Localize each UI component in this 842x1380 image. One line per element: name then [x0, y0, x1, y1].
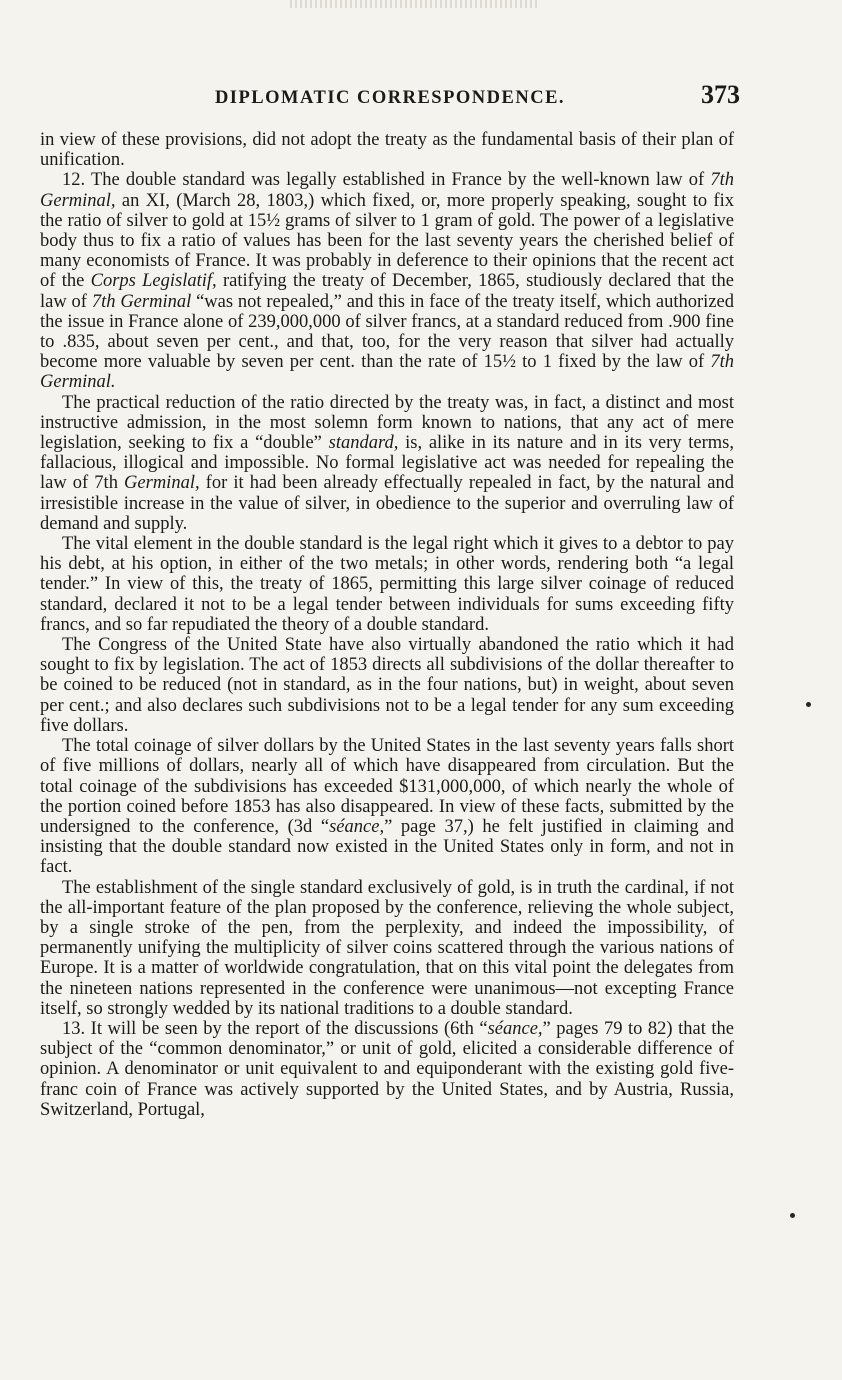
- italic-text: séance,: [329, 816, 385, 837]
- margin-mark: [790, 1213, 795, 1218]
- paragraph: [40, 635, 734, 736]
- body-text: [40, 130, 734, 1120]
- paragraph: [40, 1019, 734, 1120]
- text-run: ” pages 79 to 82) that the subject of the “common denominator,” or unit of gold, elicited a considerable difference of opinion. A denominator or unit equivalent to and equiponderant with the existing gold five-franc coin of France was actively supported by the United States, and by Austria, Russia, Switzerland, Portugal,: [40, 1018, 734, 1120]
- paragraph: [40, 130, 734, 170]
- text-run: in view of these provisions, did not adopt the treaty as the fundamental basis of their plan of unification.: [40, 130, 734, 171]
- text-run: The vital element in the double standard is the legal right which it gives to a debtor to pay his debt, at his option, in either of the two metals; in other words, rendering both “a legal tender.” In view of this, the treaty of 1865, permitting this large silver coinage of reduced standard, declared it not to be a legal tender between individuals for sums exceeding fifty francs, and so far repudiated the theory of a double standard.: [40, 534, 734, 635]
- text-run: The practical reduction of the ratio directed by the treaty was, in fact, a distinct and most instructive admission, in the most solemn form known to nations, that any act of mere legislation, seeking to fix a “double”: [40, 392, 734, 454]
- text-run: is, alike in its nature and in its very terms, fallacious, illogical and impossible. No formal legislative act was needed for repealing the law of 7th: [40, 433, 735, 494]
- paragraph: [40, 878, 734, 1019]
- text-run: The total coinage of silver dollars by the United States in the last seventy years falls short of five millions of dollars, nearly all of which have disappeared from circulation. But the total coinage of the subdivisions has exceeded $131,000,000, of which nearly the whole of the portion coined before 1853 has also disappeared. In view of these facts, submitted by the undersigned to the conference, (3d “: [40, 736, 734, 837]
- text-run: ” page 37,) he felt justified in claiming and insisting that the double standard now existed in the United States only in form, and not in fact.: [40, 816, 734, 878]
- italic-text: 7th Germinal.: [40, 352, 734, 393]
- paragraph: [40, 393, 734, 534]
- text-run: The Congress of the United State have also virtually abandoned the ratio which it had sought to fix by legislation. The act of 1853 directs all subdivisions of the dollar thereafter to be coined to be reduced (not in standard, as in the four nations, but) in weight, about seven per cent.; and also declares such subdivisions not to be a legal tender for any sum exceeding five dollars.: [40, 635, 734, 736]
- text-run: for it had been already effectually repealed in fact, by the natural and irresistible increase in the value of silver, in obedience to the superior and overruling law of demand and supply.: [40, 473, 735, 534]
- running-title: DIPLOMATIC CORRESPONDENCE.: [214, 88, 566, 108]
- italic-text: Corps Legislatif,: [90, 271, 217, 292]
- margin-mark: [806, 702, 811, 707]
- paragraph: [40, 736, 734, 877]
- paragraph: [40, 170, 734, 392]
- paragraph: [40, 534, 734, 635]
- italic-text: standard,: [328, 433, 399, 454]
- text-run: an XI, (March 28, 1803,) which fixed, or, more properly speaking, sought to fix the ratio of silver to gold at 15½ grams of silver to 1 gram of gold. The power of a legislative body thus to fix a ratio of values has been for the last seventy years the cherished belief of many economists of France. It was probably in deference to their opinions that the recent act of the: [40, 190, 734, 292]
- italic-text: 7th Germinal,: [40, 170, 734, 211]
- text-run: The establishment of the single standard exclusively of gold, is in truth the cardinal, if not the all-important feature of the plan proposed by the conference, relieving the whole subject, by a single stroke of the pen, from the perplexity, and indeed the impossibility, of permanently unifying the multiplicity of silver coins scattered through the various nations of Europe. It is a matter of worldwide congratulation, that on this vital point the delegates from the nineteen nations represented in the conference were unanimous—not excepting France itself, so strongly wedded by its national traditions to a double standard.: [40, 877, 734, 1019]
- page-number: 373: [701, 80, 740, 109]
- page-header: [40, 80, 740, 116]
- text-run: “was not repealed,” and this in face of the treaty itself, which authorized the issue in France alone of 239,000,000 of silver francs, at a standard reduced from .900 fine to .835, about seven per cent., and that, too, for the very reason that silver had actually become more valuable by seven per cent. than the rate of 15½ to 1 fixed by the law of: [40, 291, 734, 373]
- italic-text: Germinal,: [124, 473, 200, 494]
- text-run: 12. The double standard was legally established in France by the well-known law of: [62, 170, 711, 191]
- text-run: ratifying the treaty of December, 1865, studiously declared that the law of: [40, 271, 735, 312]
- italic-text: 7th Germinal: [91, 291, 192, 312]
- scan-artifact: [290, 0, 540, 8]
- text-run: 13. It will be seen by the report of the discussions (6th “: [62, 1018, 488, 1039]
- italic-text: séance,: [487, 1018, 543, 1039]
